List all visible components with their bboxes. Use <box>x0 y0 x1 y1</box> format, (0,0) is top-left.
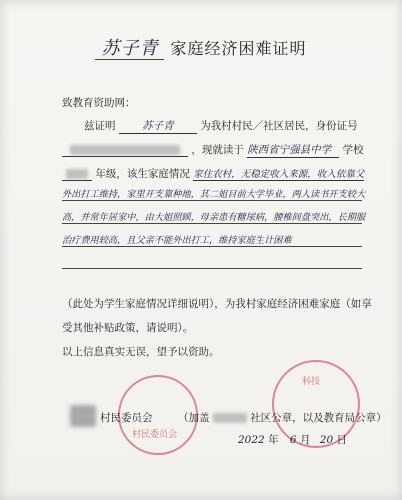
id-number-field <box>62 144 188 157</box>
ruled-line <box>62 246 362 247</box>
line-1 <box>84 118 358 134</box>
date-month-label: 月 <box>299 434 311 446</box>
bottom-mid <box>178 410 387 425</box>
ruled-line <box>62 200 362 201</box>
closing-text: 以上信息真实无误，望予以资助。 <box>62 346 220 358</box>
hand-line-2: 高，并常年居家中，由大姐照顾，母亲患有糖尿病，腰椎间盘突出，长期服 <box>62 212 366 223</box>
line1-prefix: 兹证明 <box>84 120 116 132</box>
stamp-text: 科技 <box>302 377 321 387</box>
line3-suffix: 年级，该生家庭情况 <box>95 168 190 180</box>
note-line-2: 受其他补贴政策，请说明）。 <box>62 322 194 334</box>
date-year: 2022 <box>238 434 265 446</box>
redacted-name <box>213 413 247 423</box>
ruled-line <box>62 268 362 269</box>
line2-suffix: 学校 <box>342 144 364 156</box>
hand-line-1: 外出打工维持，家里开支靠种地，其二姐目前大学毕业，两人读书开支较大 <box>62 189 366 200</box>
redacted-signature <box>70 405 96 427</box>
line1-suffix: 为我村村民／社区居民，身份证号 <box>200 120 358 132</box>
ruled-line <box>62 223 362 224</box>
note-line-1: （此处为学生家庭情况详细说明），为我村家庭经济困难家庭（如享 <box>62 298 372 310</box>
redacted-grade <box>66 169 88 179</box>
date-month: 6 <box>289 434 297 446</box>
bottom-left-text: 村民委员会 <box>100 412 153 424</box>
stamp-text: 村民委员会 <box>132 430 178 440</box>
grade-field <box>62 168 92 181</box>
bottom-mid-text: （加盖 <box>178 412 210 424</box>
line-3 <box>62 166 364 181</box>
hand-line-3: 治疗费用较高，且父亲不能外出打工，维持家庭生计困难 <box>62 235 292 246</box>
line-2 <box>62 142 364 158</box>
student-name-handwritten: 苏子青 <box>119 118 197 134</box>
title-heading: 家庭经济困难证明 <box>170 39 307 58</box>
line2-mid: ，现就读于 <box>191 144 244 156</box>
redacted-id-number <box>70 145 180 155</box>
date <box>238 432 347 447</box>
salutation: 致教育资助网： <box>62 97 136 109</box>
page-title <box>0 34 402 60</box>
bottom-mid-suffix: 社区公章，以及教育局公章） <box>250 412 387 424</box>
date-day: 20 <box>319 434 334 446</box>
school-handwritten: 陕西省宁强县中学 <box>247 142 339 158</box>
family-detail-handwritten: 家住农村，无稳定收入来源，收入依靠父 <box>193 166 364 181</box>
title-name: 苏子青 <box>95 38 164 60</box>
date-day-label: 日 <box>336 434 348 446</box>
date-year-label: 年 <box>268 434 279 446</box>
